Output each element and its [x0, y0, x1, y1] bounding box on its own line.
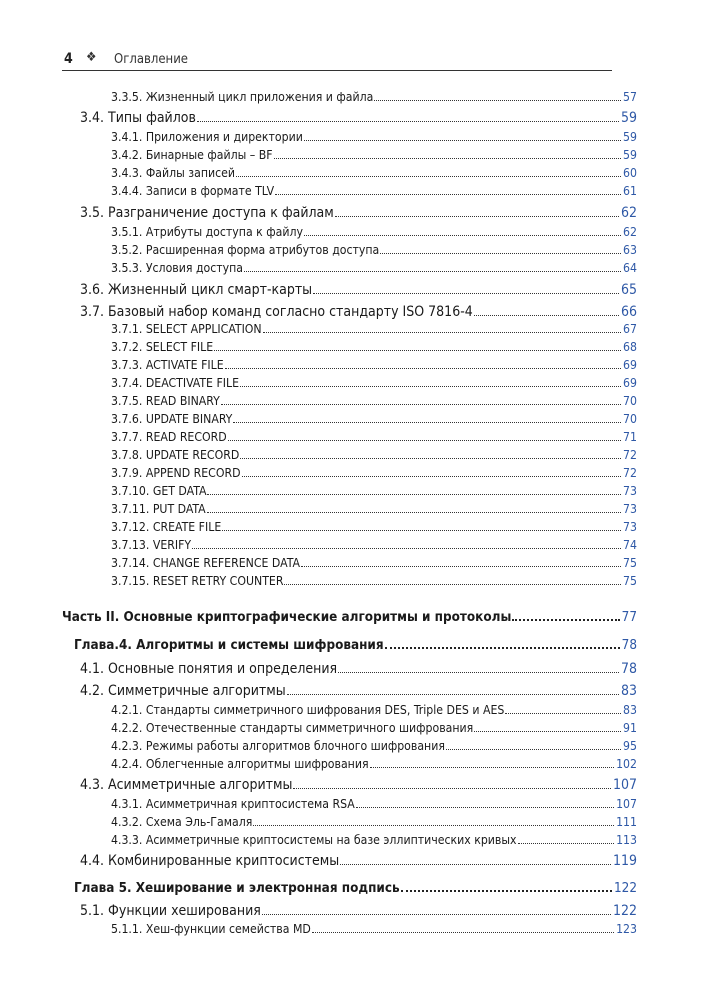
- toc-entry-label: 3.7.13. VERIFY: [111, 538, 192, 552]
- toc-entry-page: 73: [623, 502, 637, 516]
- leader-dots: [518, 843, 615, 844]
- toc-entry-label: Глава.4. Алгоритмы и системы шифрования: [74, 638, 384, 653]
- toc-entry-label: 5.1. Функции хеширования: [80, 903, 261, 919]
- toc-entry-label: 3.4. Типы файлов: [80, 110, 196, 126]
- toc-entry-label: 4.1. Основные понятия и определения: [80, 661, 338, 677]
- toc-entry-page: 78: [620, 661, 637, 677]
- toc-entry[interactable]: [111, 797, 637, 811]
- toc-entry-label: 3.4.2. Бинарные файлы – BF: [111, 148, 273, 162]
- leader-dots: [304, 140, 621, 141]
- leader-dots: [222, 530, 621, 531]
- toc-entry[interactable]: [111, 184, 637, 198]
- toc-entry-label: 3.7.2. SELECT FILE: [111, 340, 214, 354]
- toc-entry[interactable]: [111, 833, 637, 847]
- leader-dots: [240, 458, 621, 459]
- leader-dots: [236, 176, 621, 177]
- leader-dots: [474, 731, 621, 732]
- leader-dots: [293, 788, 611, 789]
- leader-dots: [228, 440, 621, 441]
- toc-entry-label: 4.2.3. Режимы работы алгоритмов блочного шифрования: [111, 739, 445, 753]
- leader-dots: [374, 100, 621, 101]
- leader-dots: [287, 694, 619, 695]
- toc-entry-page: 59: [623, 130, 637, 144]
- toc-entry-label: 3.7.6. UPDATE BINARY: [111, 412, 233, 426]
- toc-entry-label: 3.7.10. GET DATA: [111, 484, 207, 498]
- toc-entry[interactable]: [111, 538, 637, 552]
- toc-entry[interactable]: [80, 661, 637, 677]
- toc-entry-label: 4.4. Комбинированные криптосистемы: [80, 853, 340, 869]
- toc-entry-label: 3.7. Базовый набор команд согласно стандарту ISO 7816-4: [80, 304, 473, 320]
- toc-entry-label: 3.7.4. DEACTIVATE FILE: [111, 376, 240, 390]
- header-title: Оглавление: [114, 52, 189, 67]
- toc-entry[interactable]: [80, 282, 637, 298]
- page-number: 4: [64, 51, 73, 67]
- toc-entry-label: 4.3.2. Схема Эль-Гамаля: [111, 815, 253, 829]
- leader-dots: [242, 476, 622, 477]
- toc-entry-page: 102: [616, 757, 637, 771]
- toc-entry-label: 4.3.1. Асимметричная криптосистема RSA: [111, 797, 355, 811]
- toc-entry[interactable]: [111, 412, 637, 426]
- toc-entry[interactable]: [111, 376, 637, 390]
- toc-entry[interactable]: [111, 130, 637, 144]
- toc-entry[interactable]: [111, 815, 637, 829]
- toc-entry[interactable]: [111, 466, 637, 480]
- toc-entry-page: 95: [623, 739, 637, 753]
- leader-dots: [380, 253, 621, 254]
- toc-entry[interactable]: [80, 903, 637, 919]
- leader-dots: [335, 216, 619, 217]
- toc-entry-page: 70: [623, 394, 637, 408]
- toc-entry-page: 59: [623, 148, 637, 162]
- toc-entry-page: 123: [616, 922, 637, 936]
- toc-entry-page: 91: [623, 721, 637, 735]
- toc-entry-label: 3.4.3. Файлы записей: [111, 166, 236, 180]
- leader-dots: [301, 566, 621, 567]
- toc-part-entry[interactable]: [62, 610, 637, 625]
- toc-entry[interactable]: [80, 205, 637, 221]
- leader-dots: [340, 864, 611, 865]
- leader-dots: [275, 194, 621, 195]
- toc-entry[interactable]: [111, 243, 637, 257]
- toc-entry-page: 57: [623, 90, 637, 104]
- toc-entry-page: 69: [623, 376, 637, 390]
- toc-entry-page: 83: [620, 683, 637, 699]
- toc-entry-label: 3.7.1. SELECT APPLICATION: [111, 322, 262, 336]
- toc-entry[interactable]: [111, 448, 637, 462]
- toc-entry[interactable]: [80, 777, 637, 793]
- toc-entry-page: 73: [623, 520, 637, 534]
- toc-entry-page: 78: [621, 638, 637, 653]
- leader-dots: [338, 672, 619, 673]
- leader-dots: [356, 807, 614, 808]
- toc-entry[interactable]: [80, 853, 637, 869]
- toc-entry[interactable]: [111, 358, 637, 372]
- toc-entry-label: 3.7.9. APPEND RECORD: [111, 466, 241, 480]
- toc-entry-page: 70: [623, 412, 637, 426]
- toc-entry-label: 3.7.14. CHANGE REFERENCE DATA: [111, 556, 300, 570]
- toc-entry-page: 107: [612, 777, 637, 793]
- toc-entry-page: 75: [623, 556, 637, 570]
- toc-entry[interactable]: [111, 90, 637, 104]
- toc-entry-page: 122: [614, 881, 637, 896]
- toc-entry-label: 3.7.11. PUT DATA: [111, 502, 206, 516]
- toc-entry-label: 3.7.5. READ BINARY: [111, 394, 220, 408]
- toc-entry-label: 3.5.1. Атрибуты доступа к файлу: [111, 225, 303, 239]
- toc-entry-label: 3.7.15. RESET RETRY COUNTER: [111, 574, 284, 588]
- leader-dots: [446, 749, 621, 750]
- toc-entry[interactable]: [80, 683, 637, 699]
- toc-entry-page: 119: [612, 853, 637, 869]
- toc-entry[interactable]: [111, 520, 637, 534]
- toc-entry-page: 72: [623, 466, 637, 480]
- leader-dots: [221, 404, 621, 405]
- toc-entry-label: 3.7.12. CREATE FILE: [111, 520, 222, 534]
- toc-entry-label: 3.5.2. Расширенная форма атрибутов доступа: [111, 243, 380, 257]
- toc-entry-page: 66: [620, 304, 637, 320]
- toc-entry-label: Глава 5. Хеширование и электронная подпись: [74, 881, 400, 896]
- toc-entry-page: 77: [621, 610, 637, 625]
- toc-entry[interactable]: [111, 430, 637, 444]
- leader-dots: [274, 158, 621, 159]
- leader-dots: [207, 494, 621, 495]
- toc-entry-page: 75: [623, 574, 637, 588]
- leader-dots: [244, 271, 621, 272]
- leader-dots: [197, 121, 619, 122]
- toc-entry-label: 4.3.3. Асимметричные криптосистемы на базе эллиптических кривых: [111, 833, 517, 847]
- leader-dots: [263, 332, 621, 333]
- toc-entry[interactable]: [111, 922, 637, 936]
- toc-entry[interactable]: [111, 703, 637, 717]
- toc-entry[interactable]: [111, 556, 637, 570]
- toc-entry-label: 3.7.3. ACTIVATE FILE: [111, 358, 224, 372]
- ornament-icon: ❖: [86, 50, 97, 65]
- toc-entry-page: 61: [623, 184, 637, 198]
- toc-entry-page: 59: [620, 110, 637, 126]
- toc-entry-label: 4.2.1. Стандарты симметричного шифрования DES, Triple DES и AES: [111, 703, 505, 717]
- toc-entry-page: 107: [616, 797, 637, 811]
- leader-dots: [370, 767, 615, 768]
- toc-entry-page: 67: [623, 322, 637, 336]
- leader-dots: [474, 315, 619, 316]
- toc-entry-page: 74: [623, 538, 637, 552]
- toc-entry-label: 3.6. Жизненный цикл смарт-карты: [80, 282, 313, 298]
- leader-dots: [233, 422, 621, 423]
- toc-entry[interactable]: [111, 484, 637, 498]
- leader-dots: [225, 368, 621, 369]
- toc-entry-label: 3.3.5. Жизненный цикл приложения и файла: [111, 90, 374, 104]
- toc-entry-label: 4.2.4. Облегченные алгоритмы шифрования: [111, 757, 369, 771]
- leader-dots: [313, 293, 619, 294]
- toc-entry[interactable]: [111, 757, 637, 771]
- toc-entry-page: 111: [616, 815, 637, 829]
- toc-entry-page: 68: [623, 340, 637, 354]
- leader-dots: [214, 350, 621, 351]
- toc-chapter-entry[interactable]: [74, 881, 637, 896]
- leader-dots: [512, 619, 619, 621]
- leader-dots: [385, 647, 620, 649]
- toc-entry[interactable]: [80, 304, 637, 320]
- toc-entry-label: Часть II. Основные криптографические алгоритмы и протоколы: [62, 610, 512, 625]
- toc-entry-page: 62: [623, 225, 637, 239]
- toc-entry-page: 72: [623, 448, 637, 462]
- toc-entry[interactable]: [111, 166, 637, 180]
- toc-entry-label: 3.5.3. Условия доступа: [111, 261, 244, 275]
- toc-entry-label: 3.4.1. Приложения и директории: [111, 130, 303, 144]
- toc-entry[interactable]: [111, 148, 637, 162]
- toc-entry[interactable]: [111, 721, 637, 735]
- toc-entry[interactable]: [80, 110, 637, 126]
- toc-entry-page: 65: [620, 282, 637, 298]
- running-header: [62, 50, 612, 71]
- leader-dots: [192, 548, 621, 549]
- toc-entry[interactable]: [111, 394, 637, 408]
- toc-entry-page: 71: [623, 430, 637, 444]
- leader-dots: [262, 914, 611, 915]
- toc-entry-label: 4.2. Симметричные алгоритмы: [80, 683, 286, 699]
- leader-dots: [505, 713, 621, 714]
- toc-entry-label: 5.1.1. Хеш-функции семейства MD: [111, 922, 311, 936]
- toc-entry[interactable]: [111, 502, 637, 516]
- leader-dots: [312, 932, 614, 933]
- leader-dots: [284, 584, 621, 585]
- toc-entry-label: 3.5. Разграничение доступа к файлам: [80, 205, 334, 221]
- toc-entry-page: 63: [623, 243, 637, 257]
- toc-chapter-entry[interactable]: [74, 638, 637, 653]
- toc-entry-page: 83: [623, 703, 637, 717]
- toc-entry[interactable]: [111, 261, 637, 275]
- toc-entry-page: 73: [623, 484, 637, 498]
- toc-entry-page: 64: [623, 261, 637, 275]
- toc-entry-page: 113: [616, 833, 637, 847]
- toc-entry-label: 3.7.7. READ RECORD: [111, 430, 227, 444]
- leader-dots: [304, 235, 621, 236]
- toc-entry-page: 69: [623, 358, 637, 372]
- toc-entry-label: 4.3. Асимметричные алгоритмы: [80, 777, 293, 793]
- toc-entry-page: 122: [612, 903, 637, 919]
- toc-entry-page: 60: [623, 166, 637, 180]
- leader-dots: [207, 512, 621, 513]
- toc-entry[interactable]: [111, 322, 637, 336]
- toc-entry-page: 62: [620, 205, 637, 221]
- toc-entry-label: 3.4.4. Записи в формате TLV: [111, 184, 275, 198]
- toc-entry-label: 4.2.2. Отечественные стандарты симметричного шифрования: [111, 721, 474, 735]
- toc-entry[interactable]: [111, 739, 637, 753]
- leader-dots: [240, 386, 621, 387]
- toc-entry[interactable]: [111, 225, 637, 239]
- toc-entry[interactable]: [111, 340, 637, 354]
- toc-entry-label: 3.7.8. UPDATE RECORD: [111, 448, 240, 462]
- leader-dots: [253, 825, 614, 826]
- leader-dots: [401, 890, 612, 892]
- toc-entry[interactable]: [111, 574, 637, 588]
